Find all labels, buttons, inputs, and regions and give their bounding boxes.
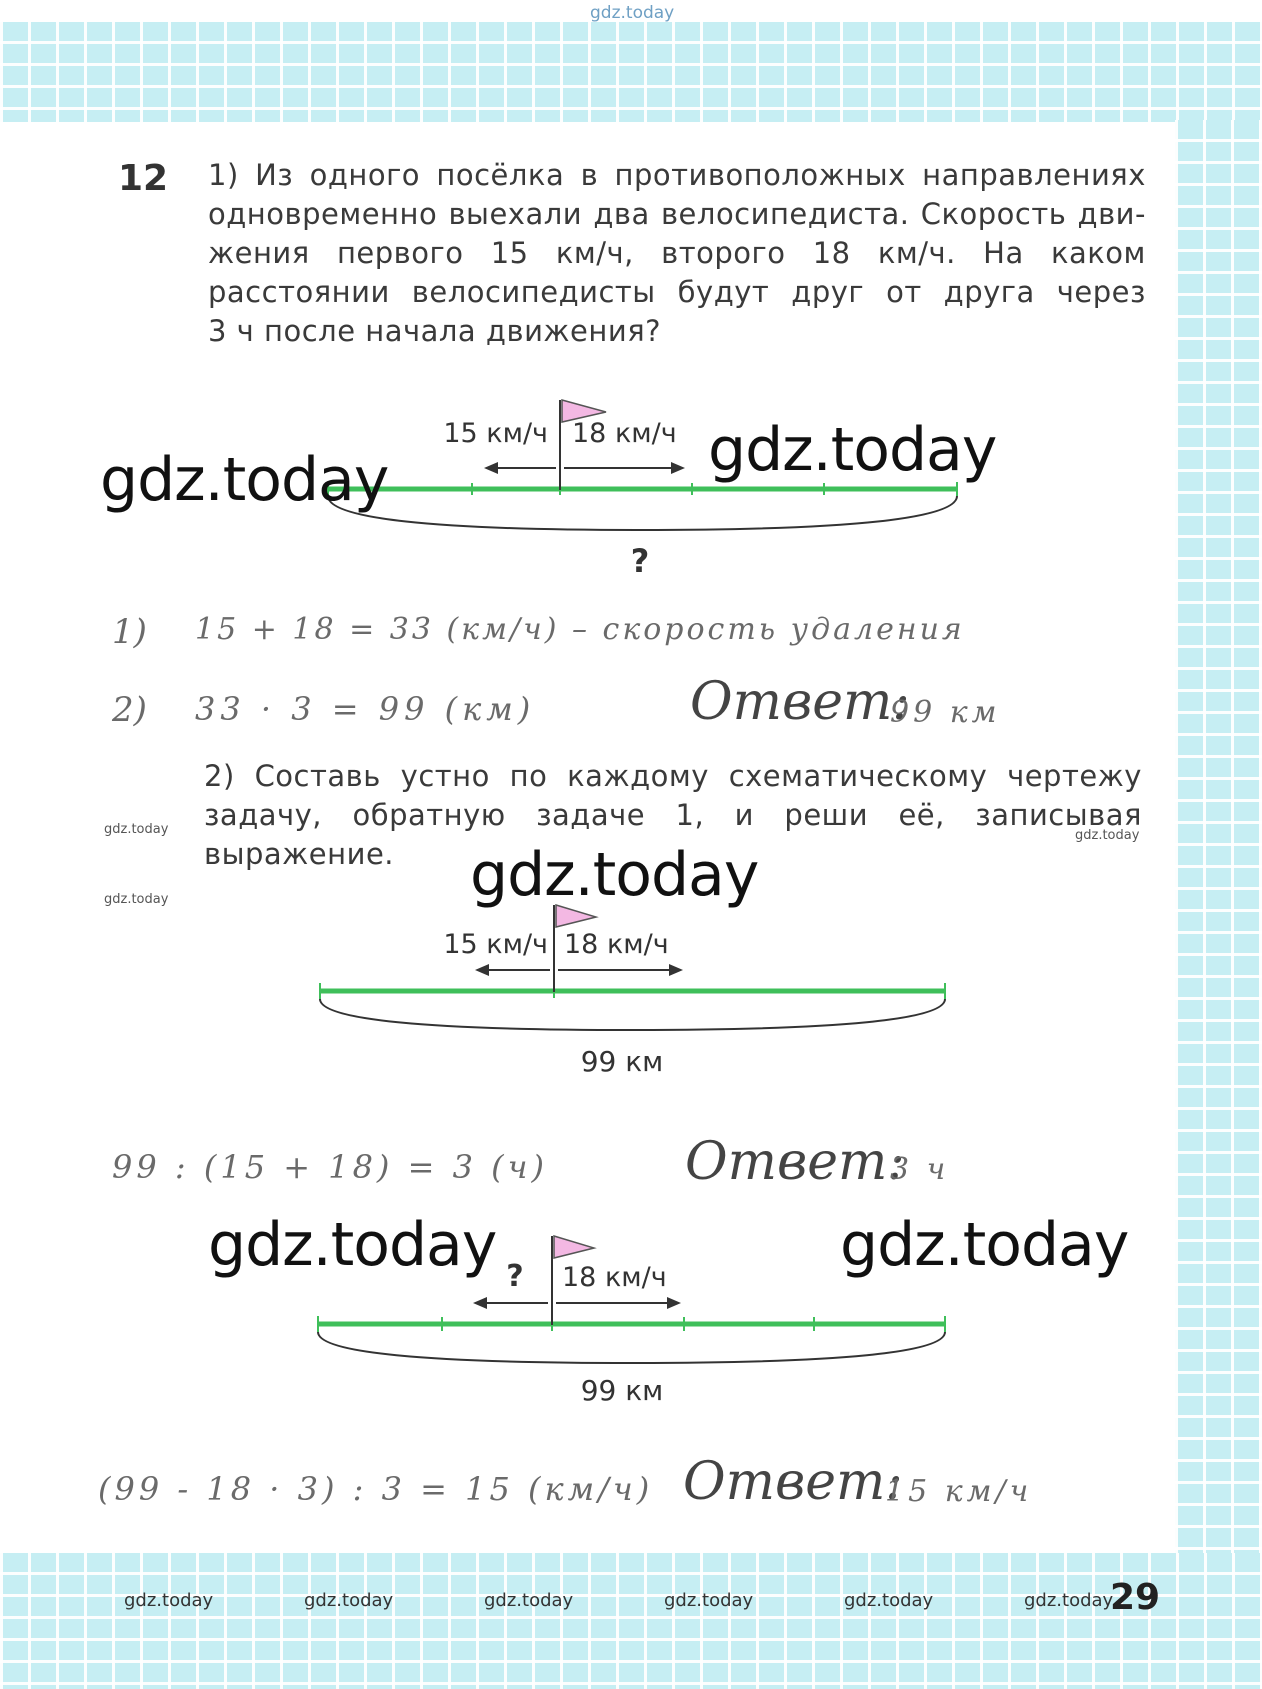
solution1-step1: 15 + 18 = 33 (км/ч) – скорость удаления (195, 612, 965, 647)
word: её, (898, 798, 945, 832)
top-tile-border (0, 22, 1262, 122)
word: 1) (208, 158, 239, 192)
arrow-right-icon (671, 462, 685, 474)
watermark-footer: gdz.today (484, 1590, 574, 1611)
word: записывая (975, 798, 1142, 832)
watermark-footer: gdz.today (1024, 1590, 1114, 1611)
word: жения (208, 236, 310, 270)
word: друг (791, 275, 865, 309)
flag-icon (554, 1236, 594, 1258)
watermark-footer: gdz.today (304, 1590, 394, 1611)
solution2-expression: 99 : (15 + 18) = 3 (ч) (112, 1148, 548, 1186)
word: реши (784, 798, 869, 832)
solution2-answer: 3 ч (890, 1152, 950, 1187)
text-line: выражение. (204, 837, 395, 871)
arrow-left-icon (475, 964, 489, 976)
distance-label: 99 км (580, 1374, 664, 1407)
watermark-small: gdz.today (104, 892, 169, 907)
word: расстоянии (208, 275, 390, 309)
arrow-left-icon (473, 1297, 487, 1309)
speed-left-label: 15 км/ч (443, 418, 548, 449)
text-line (204, 796, 1142, 835)
word: На (983, 236, 1024, 270)
word: Составь (254, 759, 381, 793)
watermark: gdz.today (100, 445, 389, 515)
text-line: 3 ч после начала движения? (208, 314, 662, 348)
word: обратную (352, 798, 506, 832)
right-tile-border (1175, 120, 1262, 1560)
watermark-small: gdz.today (104, 822, 169, 837)
speed-left-label: 15 км/ч (443, 929, 548, 960)
watermark: gdz.today (708, 415, 997, 485)
word: выехали (448, 197, 583, 231)
solution1-step2: 33 · 3 = 99 (км) (195, 690, 536, 728)
word: одновременно (208, 197, 438, 231)
word: 15 (490, 236, 529, 270)
solution1-step2-number: 2) (112, 690, 147, 730)
watermark-footer: gdz.today (844, 1590, 934, 1611)
arrow-right-icon (667, 1297, 681, 1309)
distance-label: ? (630, 542, 650, 580)
arrow-right-icon (669, 964, 683, 976)
answer-label: Ответ: (690, 672, 910, 732)
word: чертежу (1007, 759, 1142, 793)
word: 1, (675, 798, 705, 832)
watermark: gdz.today (470, 840, 759, 910)
watermark: gdz.today (208, 1210, 497, 1280)
text-line (208, 234, 1146, 273)
speed-right-label: 18 км/ч (572, 418, 677, 449)
task-part1-text (208, 156, 1146, 351)
solution1-step1-number: 1) (112, 612, 147, 652)
word: направлениях (922, 158, 1146, 192)
word: велосипедисты (411, 275, 656, 309)
diagram-2 (300, 895, 980, 1085)
solution1-answer: 99 км (890, 695, 1001, 730)
word: одного (309, 158, 421, 192)
word: Скорость (920, 197, 1067, 231)
word: два (593, 197, 650, 231)
watermark-footer: gdz.today (664, 1590, 754, 1611)
word: друга (943, 275, 1035, 309)
distance-label: 99 км (580, 1045, 664, 1078)
text-line (208, 156, 1146, 195)
text-line (208, 195, 1146, 234)
word: от (886, 275, 922, 309)
word: 18 (812, 236, 851, 270)
word: км/ч, (555, 236, 634, 270)
word: задаче (536, 798, 646, 832)
answer-label: Ответ: (683, 1452, 903, 1512)
word: будут (677, 275, 770, 309)
word: устно (400, 759, 490, 793)
solution3-answer: 15 км/ч (885, 1474, 1033, 1509)
word: каждому (567, 759, 709, 793)
word: км/ч. (877, 236, 956, 270)
watermark: gdz.today (840, 1210, 1129, 1280)
text-line (208, 273, 1146, 312)
word: второго (661, 236, 786, 270)
text-line (204, 757, 1142, 796)
brace (328, 496, 957, 530)
word: велосипедиста. (660, 197, 910, 231)
word: 2) (204, 759, 235, 793)
solution3-expression: (99 - 18 · 3) : 3 = 15 (км/ч) (98, 1470, 654, 1508)
watermark-small: gdz.today (1075, 828, 1140, 843)
word: первого (336, 236, 464, 270)
watermark-footer: gdz.today (124, 1590, 214, 1611)
speed-right-label: 18 км/ч (562, 1262, 667, 1293)
task-number: 12 (118, 158, 169, 199)
watermark-top: gdz.today (590, 3, 675, 23)
word: и (734, 798, 754, 832)
word: по (509, 759, 548, 793)
word: схематическому (728, 759, 988, 793)
word: противоположных (614, 158, 906, 192)
speed-left-label: ? (506, 1259, 524, 1294)
answer-label: Ответ: (685, 1132, 905, 1192)
brace (318, 1332, 945, 1363)
word: посёлка (436, 158, 565, 192)
speed-right-label: 18 км/ч (564, 929, 669, 960)
word: дви- (1077, 197, 1146, 231)
page-number: 29 (1110, 1577, 1161, 1618)
word: Из (255, 158, 294, 192)
word: в (580, 158, 599, 192)
word: через (1056, 275, 1146, 309)
word: задачу, (204, 798, 323, 832)
arrow-left-icon (484, 462, 498, 474)
word: каком (1050, 236, 1146, 270)
brace (320, 999, 945, 1030)
bottom-tile-border (0, 1553, 1262, 1689)
